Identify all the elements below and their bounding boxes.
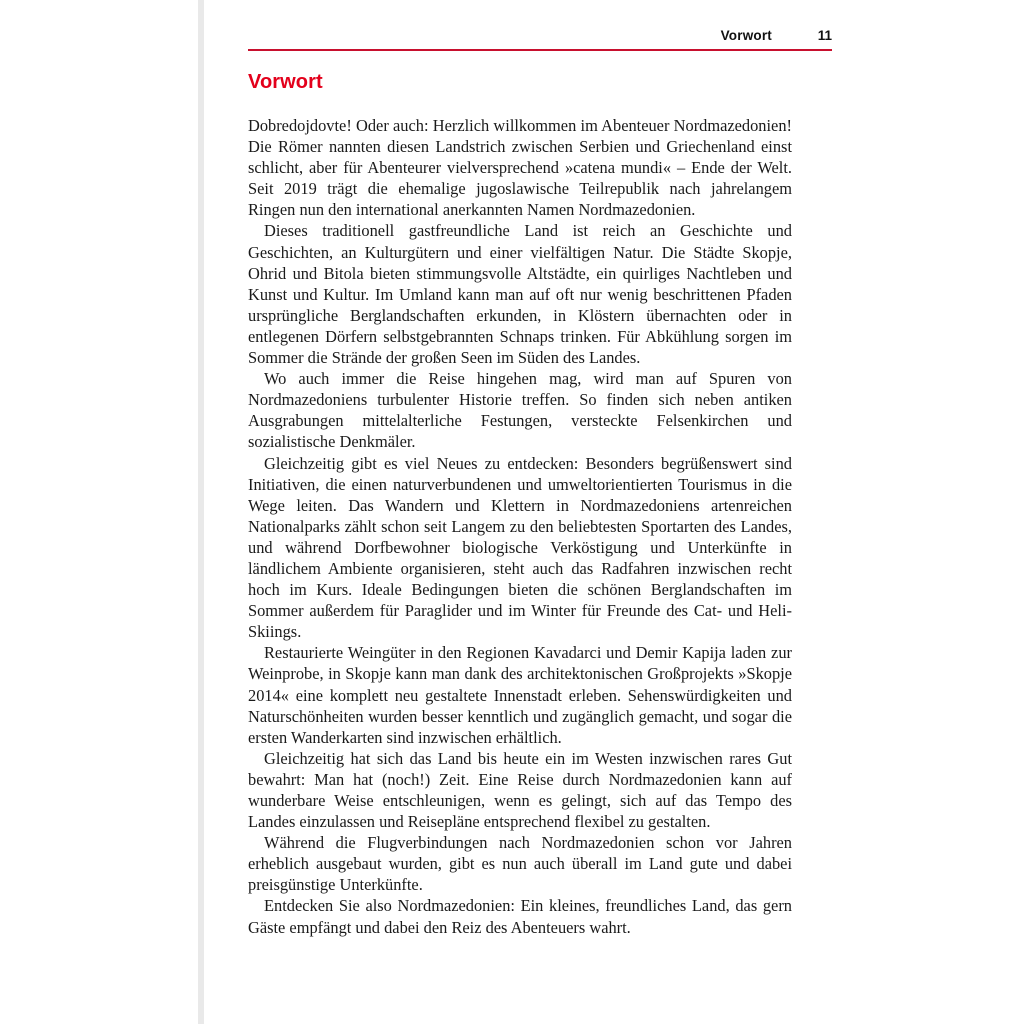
header-rule — [248, 49, 832, 51]
paragraph: Dieses traditionell gastfreundliche Land ist reich an Geschichte und Geschichten, an Kulturgütern und einer vielfältigen Natur. Die Städte Skopje, Ohrid und Bitola bieten stimmungsvolle Altstädte, ein quirliges Nachtleben und Kunst und Kultur. Im Umland kann man auf oft nur wenig beschrittenen Pfaden ursprüngliche Berglandschaften erkunden, in Klöstern übernachten oder in entlegenen Dörfern selbstgebrannten Schnaps trinken. Für Abkühlung sorgen im Sommer die Strände der großen Seen im Süden des Landes. — [248, 221, 792, 368]
page-title: Vorwort — [248, 71, 323, 94]
paragraph: Gleichzeitig gibt es viel Neues zu entdecken: Besonders begrüßenswert sind Initiativen, die einen naturverbundenen und umweltorientierten Tourismus in die Wege leiten. Das Wandern und Klettern in Nordmazedoniens artenreichen Nationalparks zählt schon seit Langem zu den beliebtesten Sportarten des Landes, und während Dorfbewohner biologische Verköstigung und Unterkünfte in ländlichem Ambiente organisieren, steht auch das Radfahren inzwischen recht hoch im Kurs. Ideale Bedingungen bieten die schönen Berglandschaften im Sommer außerdem für Paraglider und im Winter für Freunde des Cat- und Heli-Skiings. — [248, 453, 792, 642]
running-head — [248, 28, 832, 43]
paragraph: Während die Flugverbindungen nach Nordmazedonien schon vor Jahren erheblich ausgebaut wurden, gibt es nun auch überall im Land gute und dabei preisgünstige Unterkünfte. — [248, 833, 792, 895]
paragraph: Wo auch immer die Reise hingehen mag, wird man auf Spuren von Nordmazedoniens turbulenter Historie treffen. So finden sich neben antiken Ausgrabungen mittelalterliche Festungen, versteckte Felsenkirchen und sozialistische Denkmäler. — [248, 369, 792, 452]
paragraph: Dobredojdovte! Oder auch: Herzlich willkommen im Abenteuer Nordmazedonien! Die Römer nannten diesen Landstrich zwischen Serbien und Griechenland einst schlicht, aber für Abenteurer vielversprechend »catena mundi« – Ende der Welt. Seit 2019 trägt die ehemalige jugoslawische Teilrepublik nach jahrelangem Ringen nun den international anerkannten Namen Nordmazedonien. — [248, 116, 792, 220]
running-head-title: Vorwort — [720, 28, 772, 43]
book-page — [204, 0, 1024, 1024]
paragraph: Gleichzeitig hat sich das Land bis heute ein im Westen inzwischen rares Gut bewahrt: Man hat (noch!) Zeit. Eine Reise durch Nordmazedonien kann auf wunderbare Weise entschleunigen, wenn es gelingt, sich auf das Tempo des Landes einzulassen und Reisepläne entsprechend flexibel zu gestalten. — [248, 748, 792, 832]
paragraph: Restaurierte Weingüter in den Regionen Kavadarci und Demir Kapija laden zur Weinprobe, in Skopje kann man dank des architektonischen Großprojekts »Skopje 2014« eine komplett neu gestaltete Innenstadt erleben. Sehenswürdigkeiten und Naturschönheiten wurden besser kenntlich und zugänglich gemacht, und sogar die ersten Wanderkarten sind inzwischen erhältlich. — [248, 643, 792, 747]
paragraph: Entdecken Sie also Nordmazedonien: Ein kleines, freundliches Land, das gern Gäste empfängt und dabei den Reiz des Abenteuers wahrt. — [248, 896, 792, 937]
body-text-column — [248, 115, 792, 938]
page-number: 11 — [817, 28, 832, 43]
